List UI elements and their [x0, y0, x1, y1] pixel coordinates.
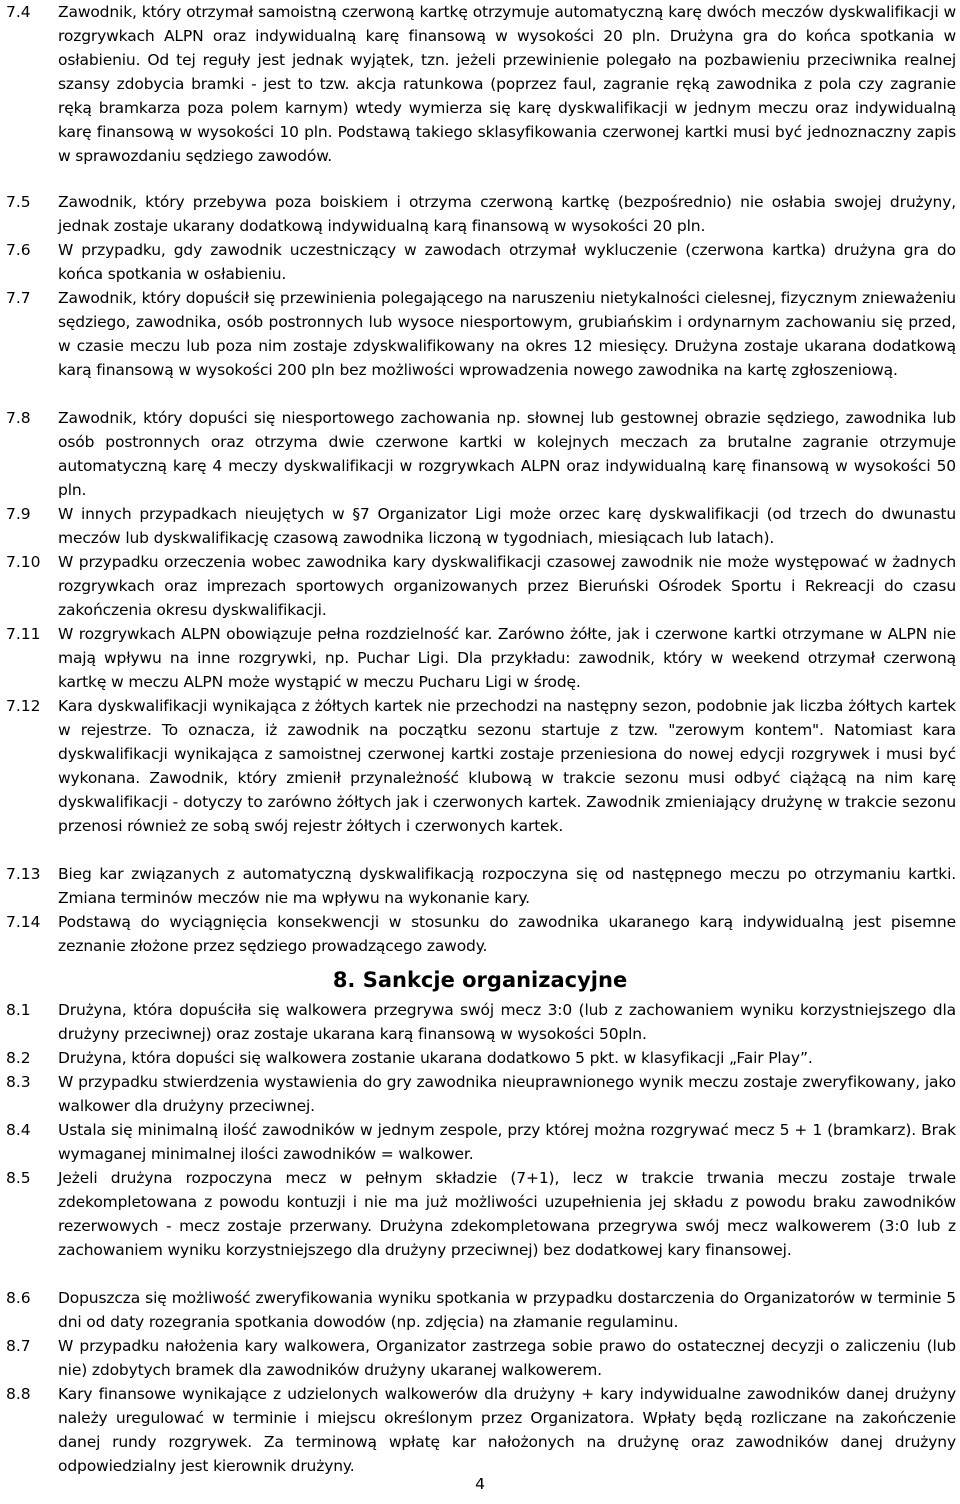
- clause-text: Ustala się minimalną ilość zawodników w jednym zespole, przy której można rozgrywać mecz 5 + 1 (bramkarz). Brak wymaganej minimalnej ilości zawodników = walkower.: [58, 1121, 956, 1163]
- page-number: 4: [475, 1475, 485, 1493]
- clause-number: 8.8: [6, 1385, 31, 1403]
- clause-number: 7.8: [6, 409, 31, 427]
- clause-text: W przypadku nałożenia kary walkowera, Organizator zastrzega sobie prawo do ostatecznej decyzji o zaliczeniu (lub nie) zdobytych bramek dla zawodników drużyny ukaranej walkowerem.: [58, 1337, 956, 1379]
- clause-8-4: [6, 1118, 956, 1166]
- clause-text: Dopuszcza się możliwość zweryfikowania wyniku spotkania w przypadku dostarczenia do Organizatorów w terminie 5 dni od daty rozegrania spotkania dowodów (np. zdjęcia) na złamanie regulaminu.: [58, 1289, 956, 1331]
- clause-7-5: [6, 190, 956, 238]
- clause-text: W przypadku orzeczenia wobec zawodnika kary dyskwalifikacji czasowej zawodnik nie może występować w żadnych rozgrywkach oraz imprezach sportowych organizowanych przez Bieruński Ośrodek Sportu i Rekreacji do czasu zakończenia okresu dyskwalifikacji.: [58, 553, 956, 619]
- clause-number: 7.14: [6, 913, 41, 931]
- clause-number: 8.4: [6, 1121, 31, 1139]
- clause-text: Zawodnik, który przebywa poza boiskiem i otrzyma czerwoną kartkę (bezpośrednio) nie osłabia swojej drużyny, jednak zostaje ukarany dodatkową indywidualną karą finansową w wysokości 20 pln.: [58, 193, 956, 235]
- clause-number: 8.5: [6, 1169, 31, 1187]
- clause-number: 7.4: [6, 3, 31, 21]
- clause-text: Jeżeli drużyna rozpoczyna mecz w pełnym składzie (7+1), lecz w trakcie trwania meczu zostaje trwale zdekompletowana z powodu kontuzji i nie ma już możliwości uzupełnienia jej składu z powodu braku zawodników rezerwowych - mecz zostaje przerwany. Drużyna zdekompletowana przegrywa swój mecz walkowerem (3:0 lub z zachowaniem wyniku korzystniejszego dla drużyny przeciwnej) bez dodatkowej kary finansowej.: [58, 1169, 956, 1259]
- clause-7-9: [6, 502, 956, 550]
- clause-number: 8.3: [6, 1073, 31, 1091]
- clause-text: Drużyna, która dopuści się walkowera zostanie ukarana dodatkowo 5 pkt. w klasyfikacji „Fair Play”.: [58, 1049, 813, 1067]
- clause-7-12: [6, 694, 956, 862]
- clause-8-7: [6, 1334, 956, 1382]
- clause-text: Kary finansowe wynikające z udzielonych walkowerów dla drużyny + kary indywidualne zawodników danej drużyny należy uregulować w terminie i miejscu określonym przez Organizatora. Wpłaty będą rozliczane na zakończenie danej rundy rozgrywek. Za terminową wpłatę kar nałożonych na drużynę oraz zawodników danej drużyny odpowiedzialny jest kierownik drużyny.: [58, 1385, 956, 1475]
- clause-number: 8.6: [6, 1289, 31, 1307]
- clause-number: 7.5: [6, 193, 31, 211]
- clause-8-2: [6, 1046, 956, 1070]
- clause-7-4: [6, 0, 956, 190]
- clause-7-6: [6, 238, 956, 286]
- clause-number: 7.11: [6, 625, 41, 643]
- clause-7-10: [6, 550, 956, 622]
- clause-number: 7.9: [6, 505, 31, 523]
- section-8-clauses: [6, 998, 956, 1478]
- clause-text: W przypadku stwierdzenia wystawienia do gry zawodnika nieuprawnionego wynik meczu zostaje zweryfikowany, jako walkower dla drużyny przeciwnej.: [58, 1073, 956, 1115]
- clause-7-7: [6, 286, 956, 406]
- clause-number: 7.13: [6, 865, 41, 883]
- clause-number: 8.7: [6, 1337, 31, 1355]
- clause-text: W przypadku, gdy zawodnik uczestniczący w zawodach otrzymał wykluczenie (czerwona kartka) drużyna gra do końca spotkania w osłabieniu.: [58, 241, 956, 283]
- clause-text: Zawodnik, który otrzymał samoistną czerwoną kartkę otrzymuje automatyczną karę dwóch meczów dyskwalifikacji w rozgrywkach ALPN oraz indywidualną karę finansową w wysokości 20 pln. Drużyna gra do końca spotkania w osłabieniu. Od tej reguły jest jednak wyjątek, tzn. jeżeli przewinienie polegało na pozbawieniu przeciwnika realnej szansy zdobycia bramki - jest to tzw. akcja ratunkowa (poprzez faul, zagranie ręką zawodnika z pola czy zagranie ręką bramkarza poza polem karnym) wtedy wymierza się karę dyskwalifikacji w jednym meczu oraz indywidualną karę finansową w wysokości 10 pln. Podstawą takiego sklasyfikowania czerwonej kartki musi być jednoznaczny zapis w sprawozdaniu sędziego zawodów.: [58, 3, 956, 165]
- clause-7-8: [6, 406, 956, 502]
- clause-number: 7.12: [6, 697, 41, 715]
- clause-8-1: [6, 998, 956, 1046]
- section-7-clauses: [6, 0, 956, 958]
- clause-7-14: [6, 910, 956, 958]
- clause-8-8: [6, 1382, 956, 1478]
- clause-text: Kara dyskwalifikacji wynikająca z żółtych kartek nie przechodzi na następny sezon, podobnie jak liczba żółtych kartek w rejestrze. To oznacza, iż zawodnik na początku sezonu startuje z tzw. "zerowym kontem". Natomiast kara dyskwalifikacji wynikająca z samoistnej czerwonej kartki zostaje przeniesiona do nowej edycji rozgrywek i musi być wykonana. Zawodnik, który zmienił przynależność klubową w trakcie sezonu musi odbyć ciążącą na nim karę dyskwalifikacji - dotyczy to zarówno żółtych jak i czerwonych kartek. Zawodnik zmieniający drużynę w trakcie sezonu przenosi również ze sobą swój rejestr żółtych i czerwonych kartek.: [58, 697, 956, 835]
- clause-8-3: [6, 1070, 956, 1118]
- clause-number: 7.7: [6, 289, 31, 307]
- clause-7-11: [6, 622, 956, 694]
- clause-number: 7.10: [6, 553, 41, 571]
- clause-8-5: [6, 1166, 956, 1286]
- section-8-heading: 8. Sankcje organizacyjne: [332, 968, 628, 992]
- clause-7-13: [6, 862, 956, 910]
- clause-text: Podstawą do wyciągnięcia konsekwencji w stosunku do zawodnika ukaranego karą indywidualną jest pisemne zeznanie złożone przez sędziego prowadzącego zawody.: [58, 913, 956, 955]
- clause-text: Drużyna, która dopuściła się walkowera przegrywa swój mecz 3:0 (lub z zachowaniem wyniku korzystniejszego dla drużyny przeciwnej) oraz zostaje ukarana karą finansową w wysokości 50pln.: [58, 1001, 956, 1043]
- clause-8-6: [6, 1286, 956, 1334]
- clause-text: Zawodnik, który dopuścił się przewinienia polegającego na naruszeniu nietykalności cielesnej, fizycznym znieważeniu sędziego, zawodnika, osób postronnych lub wysoce niesportowym, grubiańskim i ordynarnym zachowaniu się przed, w czasie meczu lub poza nim zostaje zdyskwalifikowany na okres 12 miesięcy. Drużyna zostaje ukarana dodatkową karą finansową w wysokości 200 pln bez możliwości wprowadzenia nowego zawodnika na kartę zgłoszeniową.: [58, 289, 956, 379]
- clause-text: W innych przypadkach nieujętych w §7 Organizator Ligi może orzec karę dyskwalifikacji (od trzech do dwunastu meczów lub dyskwalifikację czasową zawodnika liczoną w tygodniach, miesiącach lub latach).: [58, 505, 956, 547]
- clause-text: Zawodnik, który dopuści się niesportowego zachowania np. słownej lub gestownej obrazie sędziego, zawodnika lub osób postronnych oraz otrzyma dwie czerwone kartki w kolejnych meczach za brutalne zagranie otrzymuje automatyczną karę 4 meczy dyskwalifikacji w rozgrywkach ALPN oraz indywidualną karę finansową w wysokości 50 pln.: [58, 409, 956, 499]
- clause-number: 8.1: [6, 1001, 31, 1019]
- clause-number: 7.6: [6, 241, 31, 259]
- clause-text: W rozgrywkach ALPN obowiązuje pełna rozdzielność kar. Zarówno żółte, jak i czerwone kartki otrzymane w ALPN nie mają wpływu na inne rozgrywki, np. Puchar Ligi. Dla przykładu: zawodnik, który w weekend otrzymał czerwoną kartkę w meczu ALPN może wystąpić w meczu Pucharu Ligi w środę.: [58, 625, 956, 691]
- clause-number: 8.2: [6, 1049, 31, 1067]
- clause-text: Bieg kar związanych z automatyczną dyskwalifikacją rozpoczyna się od następnego meczu po otrzymaniu kartki. Zmiana terminów meczów nie ma wpływu na wykonanie kary.: [58, 865, 956, 907]
